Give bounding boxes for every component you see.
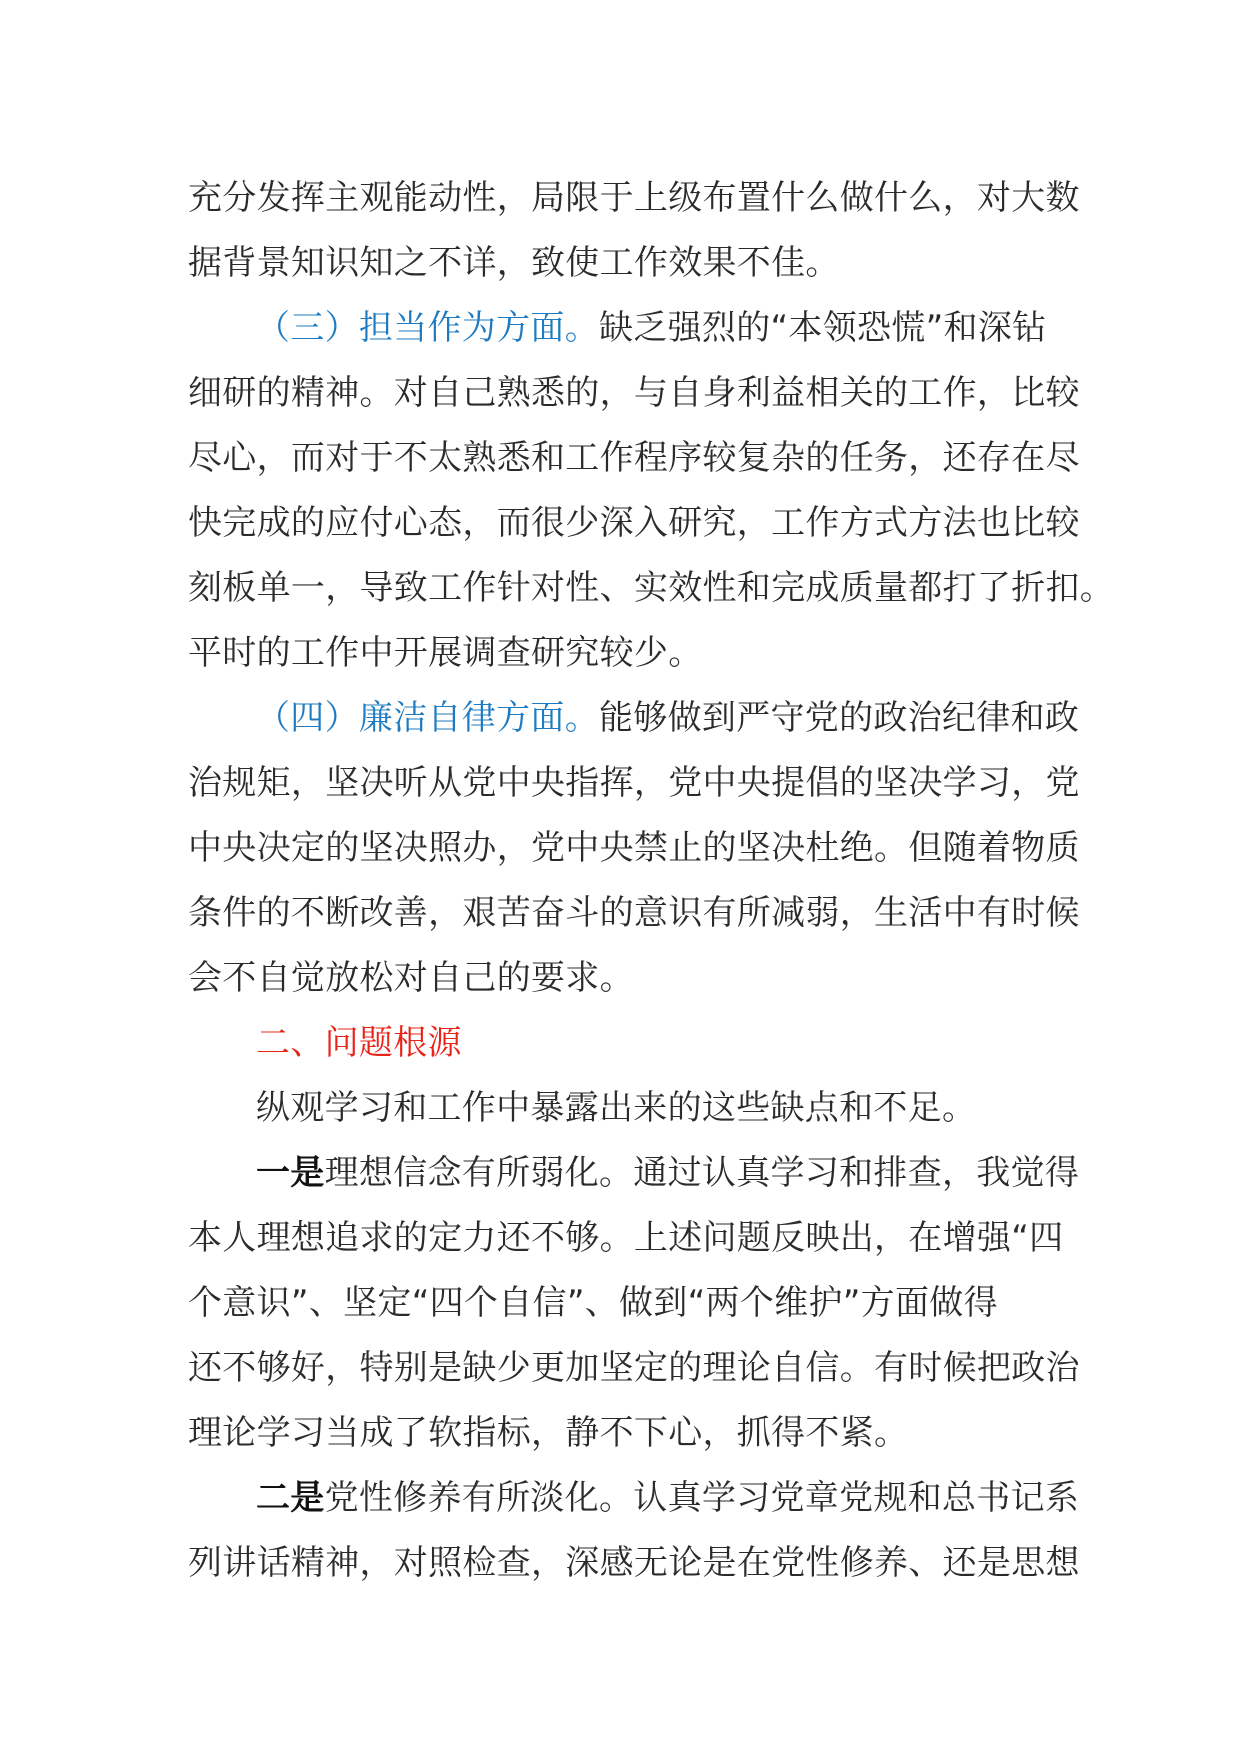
text-line	[188, 1076, 1058, 1141]
text-segment: 列讲话精神，对照检查，深感无论是在党性修养、还是思想	[188, 1543, 1080, 1583]
text-segment: 充分发挥主观能动性，局限于上级布置什么做什么，对大数	[188, 178, 1080, 218]
text-line	[188, 1531, 1080, 1596]
text-segment: 会不自觉放松对自己的要求。	[188, 958, 634, 998]
text-segment: 纵观学习和工作中暴露出来的这些缺点和不足。	[256, 1088, 977, 1128]
text-line	[188, 621, 1058, 686]
text-line	[188, 1336, 1080, 1401]
text-segment: 快完成的应付心态，而很少深入研究，工作方式方法也比较	[188, 503, 1080, 543]
emphasis-label: 一是	[256, 1153, 325, 1193]
text-line	[188, 426, 1080, 491]
text-segment: 条件的不断改善，艰苦奋斗的意识有所减弱，生活中有时候	[188, 893, 1080, 933]
text-line	[188, 751, 1080, 816]
chapter-heading: 二、问题根源	[256, 1023, 462, 1063]
text-segment: 中央决定的坚决照办，党中央禁止的坚决杜绝。但随着物质	[188, 828, 1080, 868]
text-line	[188, 361, 1080, 426]
text-line	[188, 231, 1058, 296]
text-segment: 还不够好，特别是缺少更加坚定的理论自信。有时候把政治	[188, 1348, 1080, 1388]
text-line	[188, 946, 1058, 1011]
text-line	[188, 881, 1080, 946]
text-line	[188, 816, 1080, 881]
text-line	[188, 1401, 1058, 1466]
text-line	[188, 166, 1080, 231]
emphasis-label: 二是	[256, 1478, 325, 1518]
text-segment: 缺乏强烈的“本领恐慌”和深钻	[599, 308, 1047, 348]
text-line	[188, 686, 1080, 751]
text-line	[188, 296, 1058, 361]
text-segment: 本人理想追求的定力还不够。上述问题反映出，在增强“四	[188, 1218, 1064, 1258]
document-page	[188, 166, 1115, 1596]
text-line	[188, 1141, 1080, 1206]
text-segment: 细研的精神。对自己熟悉的，与自身利益相关的工作，比较	[188, 373, 1080, 413]
text-segment: 个意识”、坚定“四个自信”、做到“两个维护”方面做得	[188, 1283, 998, 1323]
text-line	[188, 491, 1080, 556]
text-segment: 平时的工作中开展调查研究较少。	[188, 633, 703, 673]
text-segment: 据背景知识知之不详，致使工作效果不佳。	[188, 243, 840, 283]
text-segment: 理论学习当成了软指标，静不下心，抓得不紧。	[188, 1413, 909, 1453]
text-line	[188, 556, 1115, 621]
text-line	[188, 1271, 1058, 1336]
text-line	[188, 1466, 1080, 1531]
text-line	[188, 1011, 1058, 1076]
text-segment: 党性修养有所淡化。认真学习党章党规和总书记系	[324, 1478, 1080, 1518]
text-segment: 治规矩，坚决听从党中央指挥，党中央提倡的坚决学习，党	[188, 763, 1080, 803]
text-segment: 尽心，而对于不太熟悉和工作程序较复杂的任务，还存在尽	[188, 438, 1080, 478]
text-segment: 刻板单一，导致工作针对性、实效性和完成质量都打了折扣。	[188, 568, 1115, 608]
section-heading: （三）担当作为方面。	[256, 308, 599, 348]
section-heading: （四）廉洁自律方面。	[256, 698, 599, 738]
text-segment: 能够做到严守党的政治纪律和政	[599, 698, 1080, 738]
text-line	[188, 1206, 1064, 1271]
text-segment: 理想信念有所弱化。通过认真学习和排查，我觉得	[324, 1153, 1080, 1193]
